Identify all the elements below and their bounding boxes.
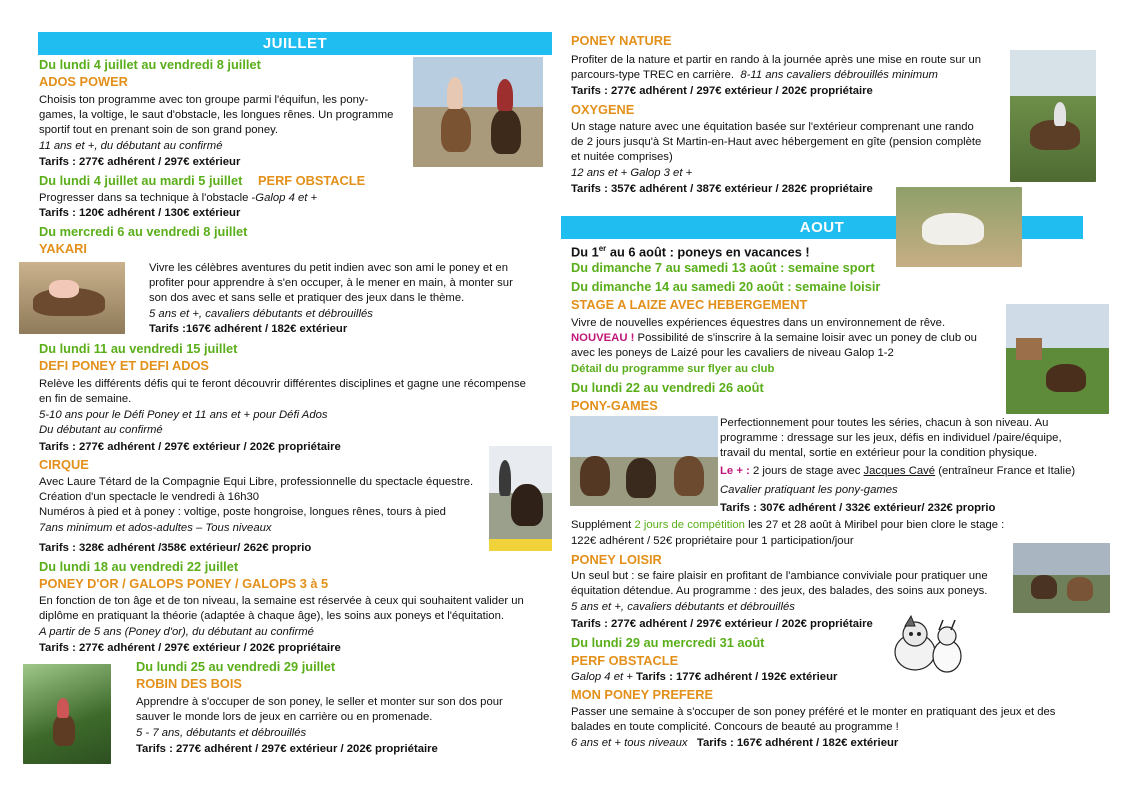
pony-games-plus-text: 2 jours de stage avec bbox=[749, 465, 864, 477]
cirque-desc-1: Avec Laure Tétard de la Compagnie Equi Libre, professionnelle du spectacle équestre. bbox=[39, 476, 474, 488]
galops-title: PONEY D'OR / GALOPS PONEY / GALOPS 3 à 5 bbox=[39, 576, 329, 591]
defi-level-1: 5-10 ans pour le Défi Poney et 11 ans et + pour Défi Ados bbox=[39, 409, 328, 421]
laize-desc-2: Possibilité de s'inscrire à la semaine loisir avec un poney de club ou bbox=[634, 332, 977, 344]
aout-vacances bbox=[571, 240, 810, 260]
oxygene-desc-1: Un stage nature avec une équitation basée sur l'extérieur comprenant une rando bbox=[571, 121, 974, 133]
pony-games-plus-end: (entraîneur France et Italie) bbox=[935, 465, 1076, 477]
cirque-title: CIRQUE bbox=[39, 457, 89, 472]
juillet-band: JUILLET bbox=[38, 32, 552, 55]
poney-loisir-level: 5 ans et +, cavaliers débutants et débrouillés bbox=[571, 601, 795, 613]
poney-nature-photo bbox=[1010, 50, 1096, 182]
ados-power-desc-2: games, la voltige, le saut d'obstacle, les longues rênes. Un programme bbox=[39, 109, 394, 121]
defi-date: Du lundi 11 au vendredi 15 juillet bbox=[39, 341, 238, 356]
robin-desc-2: sauver le monde lors de jeux en carrière ou en promenade. bbox=[136, 711, 433, 723]
pony-games-supp-green: 2 jours de compétition bbox=[634, 519, 745, 531]
perf-obstacle-line bbox=[39, 191, 317, 206]
yakari-photo bbox=[19, 262, 125, 334]
semaine-sport: Du dimanche 7 au samedi 13 août : semaine sport bbox=[571, 260, 875, 275]
mon-poney-desc-1: Passer une semaine à s'occuper de son poney préféré et le monter en pratiquant des jeux et des bbox=[571, 706, 1056, 718]
defi-level-2: Du débutant au confirmé bbox=[39, 424, 163, 436]
pony-games-title: PONY-GAMES bbox=[571, 398, 658, 413]
poney-nature-level: 8-11 ans cavaliers débrouillés minimum bbox=[740, 69, 938, 81]
cartoon-pony-drawing bbox=[885, 610, 977, 680]
ados-power-tarifs: Tarifs : 277€ adhérent / 297€ extérieur bbox=[39, 156, 241, 168]
yakari-level: 5 ans et +, cavaliers débutants et débrouillés bbox=[149, 308, 373, 320]
ados-power-photo bbox=[413, 57, 543, 167]
mon-poney-line bbox=[571, 736, 898, 751]
perf-obstacle-date: Du lundi 4 juillet au mardi 5 juillet bbox=[39, 173, 243, 188]
oxygene-title: OXYGENE bbox=[571, 102, 635, 117]
laize-line-2 bbox=[571, 331, 977, 346]
robin-photo bbox=[23, 664, 111, 764]
laize-photo bbox=[1006, 304, 1109, 414]
pony-games-supp-a: Supplément bbox=[571, 519, 635, 531]
galops-desc-1: En fonction de ton âge et de ton niveau, la semaine est réservée à ceux qui souhaitent valider un bbox=[39, 595, 524, 607]
poney-loisir-desc-2: équitation détendue. Au programme : des jeux, des balades, des soins aux poneys. bbox=[571, 585, 988, 597]
galops-tarifs: Tarifs : 277€ adhérent / 297€ extérieur / 202€ propriétaire bbox=[39, 642, 341, 654]
laize-desc-3: avec les poneys de Laizé pour les cavaliers de niveau Galop 1-2 bbox=[571, 347, 894, 359]
mon-poney-desc-2: balades en toute complicité. Concours de beauté au programme ! bbox=[571, 721, 899, 733]
yakari-date: Du mercredi 6 au vendredi 8 juillet bbox=[39, 224, 248, 239]
pony-games-supp-1 bbox=[571, 518, 1004, 533]
pony-games-desc-3: travail du mental, sortie en extérieur pour la condition physique. bbox=[720, 447, 1038, 459]
yakari-desc-3: son dos avec et sans selle et pratiquer des jeux dans le thème. bbox=[149, 292, 465, 304]
defi-tarifs: Tarifs : 277€ adhérent / 297€ extérieur / 202€ propriétaire bbox=[39, 441, 341, 453]
perf-obstacle2-level: Galop 4 et + bbox=[571, 671, 633, 683]
perf-obstacle-tarifs: Tarifs : 120€ adhérent / 130€ extérieur bbox=[39, 207, 241, 219]
cirque-photo bbox=[489, 446, 552, 551]
cirque-desc-2: Création d'un spectacle le vendredi à 16h30 bbox=[39, 491, 260, 503]
perf-obstacle-desc: Progresser dans sa technique à l'obstacle - bbox=[39, 192, 256, 204]
galops-desc-2: diplôme en pratiquant la théorie (adaptée à chaque âge), les soins aux poneys et l'équitation. bbox=[39, 610, 505, 622]
cirque-tarifs: Tarifs : 328€ adhérent /358€ extérieur/ 262€ proprio bbox=[39, 542, 312, 554]
yakari-desc-2: profiter pour apprendre à s'en occuper, à le mener en main, à monter sur bbox=[149, 277, 513, 289]
pony-games-plus bbox=[720, 464, 1075, 479]
mon-poney-title: MON PONEY PREFERE bbox=[571, 687, 713, 702]
aout-vacances-prefix: Du 1 bbox=[571, 244, 599, 260]
oxygene-tarifs: Tarifs : 357€ adhérent / 387€ extérieur / 282€ propriétaire bbox=[571, 183, 873, 195]
semaine-loisir: Du dimanche 14 au samedi 20 août : semaine loisir bbox=[571, 279, 881, 294]
robin-level: 5 - 7 ans, débutants et débrouillés bbox=[136, 727, 307, 739]
oxygene-desc-3: et nuitée comprises) bbox=[571, 151, 673, 163]
perf-obstacle2-date: Du lundi 29 au mercredi 31 août bbox=[571, 635, 765, 650]
defi-desc-1: Relève les différents défis qui te feront découvrir différentes disciplines et gagne une récompense bbox=[39, 378, 526, 390]
ados-power-title: ADOS POWER bbox=[39, 74, 128, 89]
poney-nature-tarifs: Tarifs : 277€ adhérent / 297€ extérieur / 202€ propriétaire bbox=[571, 85, 873, 97]
robin-desc-1: Apprendre à s'occuper de son poney, le seller et monter sur son dos pour bbox=[136, 696, 503, 708]
perf-obstacle2-line bbox=[571, 670, 837, 685]
cirque-desc-3: Numéros à pied et à poney : voltige, poste hongroise, longues rênes, tours à pied bbox=[39, 506, 446, 518]
poney-nature-desc-2: parcours-type TREC en carrière. bbox=[571, 69, 735, 81]
pony-games-desc-1: Perfectionnement pour toutes les séries, chacun à son niveau. Au bbox=[720, 417, 1049, 429]
yakari-desc-1: Vivre les célèbres aventures du petit indien avec son ami le poney et en bbox=[149, 262, 508, 274]
pony-games-date: Du lundi 22 au vendredi 26 août bbox=[571, 380, 764, 395]
pony-games-tarifs: Tarifs : 307€ adhérent / 332€ extérieur/ 232€ proprio bbox=[720, 502, 996, 514]
oxygene-desc-2: de 2 jours jusqu'à St Martin-en-Haut avec hébergement en gîte (pension complète bbox=[571, 136, 982, 148]
oxygene-level: 12 ans et + Galop 3 et + bbox=[571, 167, 693, 179]
poney-nature-title: PONEY NATURE bbox=[571, 33, 672, 48]
pony-games-supp-2: 122€ adhérent / 52€ propriétaire pour 1 participation/jour bbox=[571, 535, 854, 547]
poney-loisir-photo bbox=[1013, 543, 1110, 613]
defi-desc-2: en fin de semaine. bbox=[39, 393, 132, 405]
poney-loisir-tarifs: Tarifs : 277€ adhérent / 297€ extérieur / 202€ propriétaire bbox=[571, 618, 873, 630]
ados-power-date: Du lundi 4 juillet au vendredi 8 juillet bbox=[39, 57, 261, 72]
laize-detail: Détail du programme sur flyer au club bbox=[571, 363, 775, 375]
perf-obstacle-level: Galop 4 et + bbox=[255, 192, 318, 204]
poney-nature-line-2 bbox=[571, 68, 938, 83]
pony-games-level: Cavalier pratiquant les pony-games bbox=[720, 484, 898, 496]
cirque-level: 7ans minimum et ados-adultes – Tous niveaux bbox=[39, 522, 272, 534]
aout-band: AOUT bbox=[561, 216, 1083, 239]
yakari-title: YAKARI bbox=[39, 241, 87, 256]
poney-loisir-desc-1: Un seul but : se faire plaisir en profitant de l'ambiance conviviale pour pratiquer une bbox=[571, 570, 988, 582]
ados-power-level: 11 ans et +, du débutant au confirmé bbox=[39, 140, 223, 152]
perf-obstacle-title: PERF OBSTACLE bbox=[258, 173, 366, 188]
mon-poney-level: 6 ans et + tous niveaux bbox=[571, 737, 688, 749]
pony-games-plus-name: Jacques Cavé bbox=[863, 465, 936, 477]
galops-date: Du lundi 18 au vendredi 22 juillet bbox=[39, 559, 239, 574]
robin-tarifs: Tarifs : 277€ adhérent / 297€ extérieur / 202€ propriétaire bbox=[136, 743, 438, 755]
poney-loisir-title: PONEY LOISIR bbox=[571, 552, 662, 567]
aout-vacances-suffix: au 6 août : poneys en vacances ! bbox=[606, 244, 810, 260]
ados-power-desc-1: Choisis ton programme avec ton groupe parmi l'équifun, les pony- bbox=[39, 94, 369, 106]
defi-title: DEFI PONEY ET DEFI ADOS bbox=[39, 358, 209, 373]
perf-obstacle2-tarifs: Tarifs : 177€ adhérent / 192€ extérieur bbox=[636, 671, 838, 683]
galops-level: A partir de 5 ans (Poney d'or), du débutant au confirmé bbox=[39, 626, 314, 638]
laize-nouveau: NOUVEAU ! bbox=[571, 332, 635, 344]
mon-poney-tarifs: Tarifs : 167€ adhérent / 182€ extérieur bbox=[696, 737, 899, 749]
poney-nature-desc-1: Profiter de la nature et partir en rando à la journée après une mise en route sur un bbox=[571, 54, 982, 66]
pony-games-photo bbox=[570, 416, 718, 506]
laize-title: STAGE A LAIZE AVEC HEBERGEMENT bbox=[571, 297, 808, 312]
yakari-tarifs: Tarifs :167€ adhérent / 182€ extérieur bbox=[149, 323, 348, 335]
perf-obstacle2-title: PERF OBSTACLE bbox=[571, 653, 679, 668]
robin-date: Du lundi 25 au vendredi 29 juillet bbox=[136, 659, 336, 674]
aout-photo bbox=[896, 187, 1022, 267]
pony-games-supp-b: les 27 et 28 août à Miribel pour bien clore le stage : bbox=[744, 519, 1005, 531]
aout-vacances-sup: er bbox=[598, 244, 607, 253]
laize-desc-1: Vivre de nouvelles expériences équestres dans un environnement de rêve. bbox=[571, 317, 946, 329]
pony-games-desc-2: programme : dressage sur les jeux, défis en individuel /paire/équipe, bbox=[720, 432, 1062, 444]
pony-games-plus-label: Le + : bbox=[720, 465, 750, 477]
ados-power-desc-3: sportif tout en prenant soin de son grand poney. bbox=[39, 124, 279, 136]
robin-title: ROBIN DES BOIS bbox=[136, 676, 242, 691]
